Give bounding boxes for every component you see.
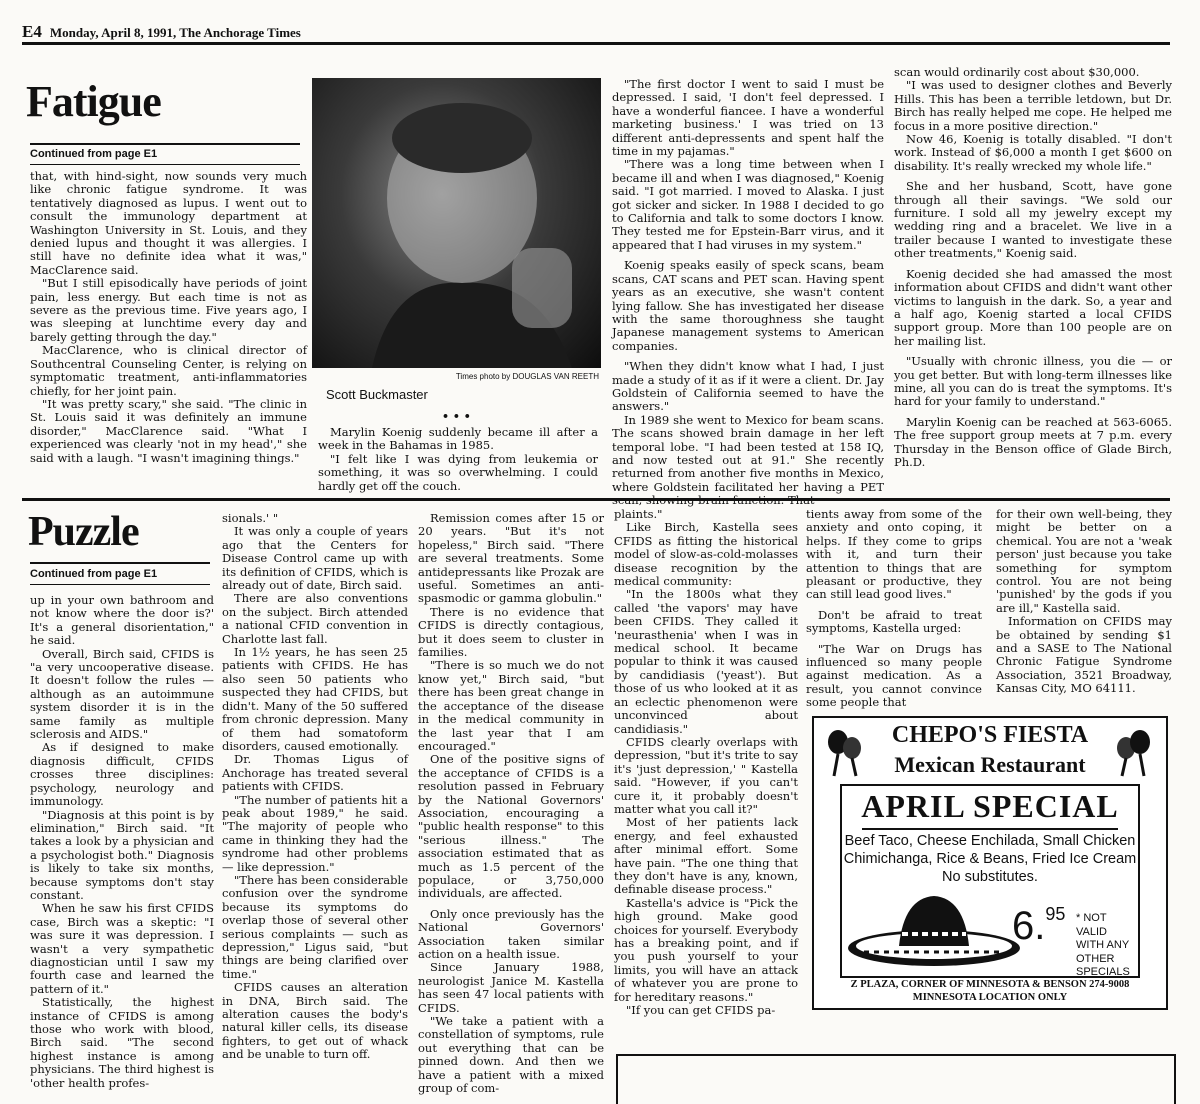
restaurant-subtitle: Mexican Restaurant bbox=[894, 752, 1086, 777]
portrait-photo bbox=[312, 78, 601, 368]
paragraph: Since January 1988, neurologist Janice M. Kastella has seen 47 local patients with CFIDS. bbox=[418, 960, 604, 1015]
special-title: APRIL SPECIAL bbox=[861, 788, 1119, 824]
paragraph: There is no evidence that CFIDS is directly contagious, but it does seem to cluster in families. bbox=[418, 604, 604, 660]
fatigue-headline-rule bbox=[30, 143, 300, 145]
puzzle-col-4 bbox=[614, 508, 798, 1100]
paragraph: When he saw his first CFIDS case, Birch was a skeptic: "I was sure it was depression. I wasn't a very sympathetic diagnostician until I saw my fourth case and learned the pattern of it." bbox=[30, 901, 214, 996]
ad-location-note: MINNESOTA LOCATION ONLY bbox=[912, 992, 1068, 1003]
sombrero-icon bbox=[844, 886, 1024, 976]
puzzle-col-6 bbox=[996, 508, 1172, 703]
paragraph: MacClarence, who is clinical director of Southcentral Counseling Center, is relying on symptomatic treatment, anti-inflammatories chiefly, for her joint pain. bbox=[30, 343, 307, 398]
paragraph: "There was a long time between when I became ill and when I was diagnosed," Koenig said. "I got married. I moved to Alaska. I just got sicker and sicker. In 1988 I decided to go to California and talk to some doctors I know. They tested me for Epstein-Barr virus, and it appeared that I had viruses in my system." bbox=[612, 157, 884, 252]
paragraph: "There has been considerable confusion over the syndrome because its symptoms do overlap those of several other serious complaints — such as depression," Ligus said, "but things are being clarified over time." bbox=[222, 872, 408, 981]
maracas-left-icon bbox=[822, 726, 866, 778]
paragraph: "Usually with chronic illness, you die — or you get better. But with long-term illnesses like mine, all you can do is treat the symptoms. It's hard for your family to understand." bbox=[894, 354, 1172, 409]
special-note bbox=[1076, 912, 1138, 980]
paragraph: "There is so much we do not know yet," Birch said, "but there has been great change in the acceptance of the disease in the medical community in the last year that I am encouraged." bbox=[418, 658, 604, 753]
paragraph: One of the positive signs of the acceptance of CFIDS is a resolution passed in February by the National Governors' Association, encouraging a "public health response" to this "serious illness." The association estimated that as much as 1.5 percent of the populace, or 3,750,000 individuals, are affected. bbox=[418, 752, 604, 901]
fatigue-col-2 bbox=[318, 426, 598, 496]
paragraph: tients away from some of the anxiety and onto coping, it helps. If they come to grips with it, and turn their attention to things that are pleasant or productive, they can still lead good lives." bbox=[806, 507, 982, 602]
special-item-line: No substitutes. bbox=[942, 869, 1038, 885]
paragraph: sionals.' " bbox=[222, 511, 279, 525]
paragraph: "The first doctor I went to said I must be depressed. I said, 'I don't feel depressed. I have a wonderful fiancee. I have a wonderful marketing business.' I was tried on 13 different anti-depressents and spent half the time in my pajamas." bbox=[612, 77, 884, 159]
note-line: OTHER bbox=[1076, 952, 1115, 965]
page-number: E4 bbox=[22, 22, 42, 41]
paragraph: "We take a patient with a constellation of symptoms, rule out everything that can be pinned down. And then we have a patient with a mixed group of com- bbox=[418, 1014, 604, 1096]
paragraph: Overall, Birch said, CFIDS is "a very uncooperative disease. It doesn't follow the rules — although as an autoimmune system disorder it is in the same family as multiple sclerosis and AIDS." bbox=[30, 646, 214, 742]
paragraph: CFIDS causes an alteration in DNA, Birch said. The alteration causes the body's natural killer cells, its disease fighters, to get out of whack and be unable to turn off. bbox=[222, 980, 408, 1062]
portrait-silhouette bbox=[312, 78, 601, 368]
dateline: Monday, April 8, 1991, The Anchorage Times bbox=[49, 25, 301, 40]
paragraph: There are also conventions on the subject. Birch attended a national CFID convention in Charlotte last fall. bbox=[222, 591, 408, 646]
paragraph: "But I still episodically have periods of joint pain, less energy. But each time is not as severe as the previous time. Five years ago, I was sleeping at lunchtime every day and barely getting through the day." bbox=[30, 276, 307, 344]
paragraph: "When they didn't know what I had, I just made a study of it as if it were a client. Dr. Jay Goldstein of California seemed to have the answers." bbox=[612, 359, 884, 414]
puzzle-col-2 bbox=[222, 512, 408, 1100]
special-price bbox=[1012, 904, 1065, 949]
paragraph: Dr. Thomas Ligus of Anchorage has treated several patients with CFIDS. bbox=[222, 752, 408, 794]
paragraph: Kastella's advice is "Pick the high ground. Make good choices for yourself. Everybody has a breaking point, and if you push yourself to your limits, you will have an attack of whatever you are prone to for hereditary reasons." bbox=[614, 895, 798, 1004]
note-line: WITH ANY bbox=[1076, 939, 1130, 951]
note-line: SPECIALS bbox=[1076, 966, 1130, 978]
paragraph: Koenig decided she had amassed the most information about CFIDS and didn't want other victims to languish in the dark. So, a year and a half ago, Koenig started a local CFIDS support group. More than 100 people are on her mailing list. bbox=[894, 266, 1172, 348]
paragraph: She and her husband, Scott, have gone through all their savings. "We sold our furniture. I sold all my jewelry except my wedding ring and a bracelet. We live in a trailer because I wanted to investigate these other treatments," Koenig said. bbox=[894, 179, 1172, 261]
puzzle-col-1 bbox=[30, 594, 214, 1099]
paragraph: "Diagnosis at this point is by elimination," Birch said. "It takes a look by a physician and a psychologist both." Diagnosis is likely to take six months, because symptoms don't stay constant. bbox=[30, 807, 214, 902]
paragraph: "I felt like I was dying from leukemia or something, it was so overwhelming. I could hardly get off the couch. bbox=[318, 451, 598, 493]
paragraph: plaints." bbox=[614, 507, 663, 521]
top-rule bbox=[22, 42, 1170, 45]
fatigue-col-4 bbox=[894, 65, 1172, 469]
paragraph: Most of her patients lack energy, and feel exhausted after minimal effort. Some have pain. "The one thing that they don't have is any, known, definable disease process." bbox=[614, 815, 798, 897]
special-title-rule bbox=[862, 828, 1118, 830]
paragraph: Now 46, Koenig is totally disabled. "I don't work. Instead of $6,000 a month I get $600 on disability. It's really wrecked my whole life." bbox=[894, 132, 1172, 173]
paragraph: Don't be afraid to treat symptoms, Kastella urged: bbox=[806, 607, 982, 636]
photo-caption: Scott Buckmaster bbox=[326, 387, 428, 402]
restaurant-ad bbox=[812, 716, 1168, 1010]
paragraph: Marylin Koenig suddenly became ill after a week in the Bahamas in 1985. bbox=[318, 425, 598, 453]
paragraph: that, with hind-sight, now sounds very much like chronic fatigue syndrome. It was tentatively diagnosed as lupus. I went out to consult the immunology department at Washington University in St. Louis, and they denied lupus and thought it was allergies. I still have no definite idea what it was," MacClarence said. bbox=[30, 169, 307, 277]
special-item-line: Beef Taco, Cheese Enchilada, Small Chicken bbox=[844, 833, 1136, 849]
puzzle-col-5 bbox=[806, 507, 982, 710]
paragraph: In 1989 she went to Mexico for beam scans. The scans showed brain damage in her left temporal lobe. "I had been tested at 158 IQ, and now tested out at 91." She recently returned from another five months in Mexico, where Goldstein facilitated her having a PET bbox=[612, 412, 884, 494]
paragraph: Statistically, the highest instance of CFIDS is among those who work with blood, Birch said. "The second highest instance is among physicians. The third highest is 'other health profes- bbox=[30, 995, 214, 1090]
puzzle-headline-rule bbox=[30, 562, 210, 564]
paragraph: In 1½ years, he has seen 25 patients with CFIDS. He has also seen 50 patients who suspected they had CFIDS, but didn't. Many of the 50 suffered from chronic depression. Many of them had somatoform disorders, caused emotionally. bbox=[222, 645, 408, 753]
paragraph: "It was pretty scary," she said. "The clinic in St. Louis said it was definitely an immune disorder," MacClarence said. "What I experienced was clearly 'not in my head'," she said with a laugh. "I wasn't imagining things." bbox=[30, 396, 307, 465]
paragraph: Marylin Koenig can be reached at 563-6065. The free support group meets at 7 p.m. every Thursday in the Benson office of Glade Birch, Ph.D. bbox=[894, 414, 1172, 469]
special-box bbox=[840, 784, 1140, 978]
puzzle-continued-rule bbox=[30, 584, 210, 585]
paragraph: CFIDS clearly overlaps with depression, "but it's trite to say it's 'just depression,' " Kastella said. "However, if you can't cure it, it probably doesn't matter what you call it?" bbox=[614, 734, 798, 816]
paragraph: Remission comes after 15 or 20 years. "But it's not hopeless," Birch said. "There are several treatments. Some antidepressants like Prozak are useful. Sometimes an anti-spasmodic or gamma globulin." bbox=[418, 511, 604, 606]
masthead bbox=[22, 22, 301, 42]
note-line: * NOT VALID bbox=[1076, 912, 1107, 938]
photo-credit: Times photo by DOUGLAS VAN REETH bbox=[455, 372, 599, 381]
fatigue-col-3 bbox=[612, 77, 884, 494]
paragraph: "In the 1800s what they called 'the vapors' may have been CFIDS. They called it 'neurasthenia' when I was in medical school. It became popular to think it was caused by candidiasis ('yeast'). But those of us who looked at it as an eclectic phenomenon were unconvinced about candidiasis." bbox=[614, 587, 798, 736]
paragraph: scan would ordinarily cost about $30,000. bbox=[894, 65, 1140, 79]
puzzle-continued: Continued from page E1 bbox=[30, 568, 158, 580]
section-divider bbox=[22, 498, 1170, 501]
fatigue-continued-rule bbox=[30, 164, 300, 165]
maracas-right-icon bbox=[1112, 726, 1156, 778]
special-item-line: Chimichanga, Rice & Beans, Fried Ice Cream bbox=[843, 851, 1137, 867]
paragraph: "The War on Drugs has influenced so many people against medication. As a result, you cannot convince some people that bbox=[806, 641, 982, 710]
empty-ad-box bbox=[616, 1054, 1176, 1104]
restaurant-name: CHEPO'S FIESTA bbox=[891, 722, 1089, 748]
paragraph: Only once previously has the National Governors' Association taken similar action on a health issue. bbox=[418, 906, 604, 961]
paragraph: "The number of patients hit a peak about 1989," he said. "The majority of people who came in thinking they had the syndrome had other problems — like depression." bbox=[222, 792, 408, 874]
paragraph: "If you can get CFIDS pa- bbox=[626, 1003, 776, 1018]
paragraph: "I was used to designer clothes and Beverly Hills. This has been a terrible letdown, but Dr. Birch has really helped me cope. He helped me focus in a more positive direction." bbox=[894, 78, 1172, 133]
paragraph: Koenig speaks easily of speck scans, beam scans, CAT scans and PET scan. Having spent years as an executive, she wasn't content lying fallow. She has investigated her disease with the same thoroughness she taught Japanese management systems to American companies. bbox=[612, 258, 884, 353]
paragraph: It was only a couple of years ago that the Centers for Disease Control came up with its definition of CFIDS, which is already out of date, Birch said. bbox=[222, 524, 408, 593]
price-cents: 95 bbox=[1045, 904, 1066, 924]
ad-footer bbox=[814, 978, 1166, 1004]
paragraph: up in your own bathroom and not know where the door is?' It's a general disorientation," he said. bbox=[30, 593, 214, 648]
paragraph: Information on CFIDS may be obtained by sending $1 and a SASE to The National Chronic Fatigue Syndrome Association, 3521 Broadway, Kansas City, MO 64111. bbox=[996, 614, 1172, 696]
price-dollars: 6. bbox=[1012, 904, 1046, 948]
paragraph: Like Birch, Kastella sees CFIDS as fitting the historical model of slow-as-cold-molasses disease recognition by the medical community: bbox=[614, 520, 798, 589]
fatigue-col-1 bbox=[30, 170, 307, 490]
puzzle-headline: Puzzle bbox=[28, 509, 139, 555]
fatigue-headline: Fatigue bbox=[26, 77, 161, 126]
ad-address: Z PLAZA, CORNER OF MINNESOTA & BENSON 274-9008 bbox=[850, 979, 1130, 990]
puzzle-col-3 bbox=[418, 512, 604, 1100]
special-items bbox=[842, 832, 1138, 886]
paragraph: As if designed to make diagnosis difficult, CFIDS crosses three disciplines: psychology, neurology and immunology. bbox=[30, 740, 214, 809]
section-separator: • • • bbox=[442, 410, 471, 423]
fatigue-continued: Continued from page E1 bbox=[30, 148, 158, 160]
paragraph: for their own well-being, they might be better on a chemical. You are not a 'weak person' just because you take something for symptom control. You are not being 'punished' by the gods if you are ill," Kastella said. bbox=[996, 507, 1172, 615]
